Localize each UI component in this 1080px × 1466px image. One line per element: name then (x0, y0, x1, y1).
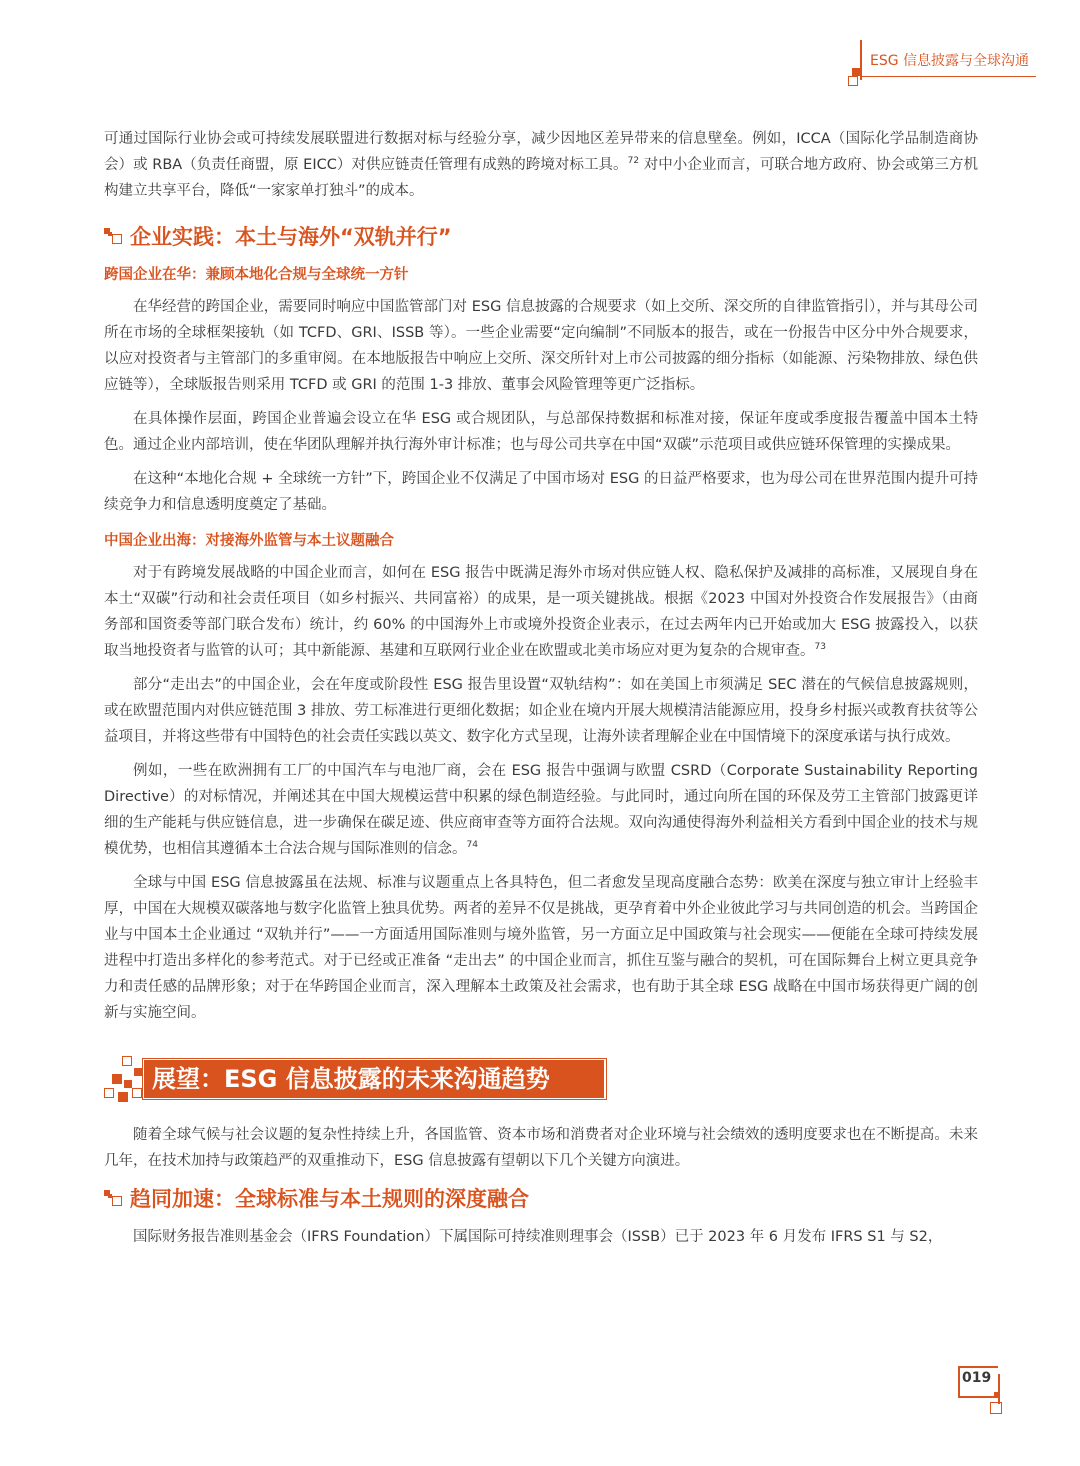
header-square-icon (852, 68, 860, 76)
intro-paragraph: 可通过国际行业协会或可持续发展联盟进行数据对标与经验分享，减少因地区差异带来的信息壁垒。例如，ICCA（国际化学品制造商协会）或 RBA（负责任商盟，原 EICC）对供应链责任管理有成熟的跨境对标工具。$^{72}$ 对中小企业而言，可联合地方政府、协会或第三方机构建立共享平台，降低“一家家单打独斗”的成本。 (104, 131, 978, 199)
paragraph: 国际财务报告准则基金会（IFRS Foundation）下属国际可持续准则理事会（ISSB）已于 2023 年 6 月发布 IFRS S1 与 S2， (133, 1229, 943, 1245)
subsection-title-mnc: 跨国企业在华：兼顾本地化合规与全球统一方针 (104, 267, 409, 283)
header-underline (860, 76, 1036, 77)
header-rule (860, 40, 862, 80)
paragraph: 全球与中国 ESG 信息披露虽在法规、标准与议题重点上各具特色，但二者愈发呈现高度融合态势：欧美在深度与独立审计上经验丰厚，中国在大规模双碳落地与数字化监管上独具优势。两者的差异不仅是挑战，更孕育着中外企业彼此学习与共同创造的机会。当跨国企业与中国本土企业通过 “双轨并行”——一方面适用国际准则与境外监管，另一方面立足中国政策与社会现实——便能在全球可持续发展进程中打造出多样化的参考范式。对于已经或正准备 “走出去” 的中国企业而言，抓住互鉴与融合的契机，可在国际舞台上树立更具竞争力和责任感的品牌形象；对于在华跨国企业而言，深入理解本土政策及社会需求，也有助于其全球 ESG 战略在中国市场获得更广阔的创新与实施空间。 (104, 875, 978, 1021)
paragraph: 在华经营的跨国企业，需要同时响应中国监管部门对 ESG 信息披露的合规要求（如上交所、深交所的自律监管指引），并与其母公司所在市场的全球框架接轨（如 TCFD、GRI、ISSB 等）。一些企业需要“定向编制”不同版本的报告，或在一份报告中区分中外合规要求，以应对投资者与主管部门的多重审阅。在本地版报告中响应上交所、深交所针对上市公司披露的细分指标（如能源、污染物排放、绿色供应链等），全球版报告则采用 TCFD 或 GRI 的范围 1-3 排放、董事会风险管理等更广泛指标。 (104, 299, 978, 393)
section-bullet-icon (104, 1188, 124, 1208)
running-header (848, 40, 1048, 90)
section-title: 企业实践：本土与海外“双轨并行” (130, 225, 452, 249)
page-number-rule (958, 1396, 998, 1398)
section-heading-convergence (104, 1180, 978, 1216)
page-square-icon (994, 1392, 1000, 1398)
section-title: 趋同加速：全球标准与本土规则的深度融合 (130, 1187, 529, 1211)
footnote-ref-74: 74 (466, 840, 478, 851)
paragraph: 随着全球气候与社会议题的复杂性持续上升，各国监管、资本市场和消费者对企业环境与社会绩效的透明度要求也在不断提高。未来几年，在技术加持与政策趋严的双重推动下，ESG 信息披露有望朝以下几个关键方向演进。 (104, 1127, 978, 1169)
outlook-heading (104, 1056, 978, 1104)
section-heading-practice (104, 218, 978, 254)
footnote-ref-73: 73 (814, 642, 826, 653)
footnote-ref-72: 72 (627, 156, 640, 167)
paragraph: 在具体操作层面，跨国企业普遍会设立在华 ESG 或合规团队，与总部保持数据和标准对接，保证年度或季度报告覆盖中国本土特色。通过企业内部培训，使在华团队理解并执行海外审计标准；也与母公司共享在中国“双碳”示范项目或供应链环保管理的实操成果。 (104, 411, 978, 453)
page-number-block (958, 1366, 1018, 1426)
running-title: ESG 信息披露与全球沟通 (870, 53, 1030, 69)
pixel-deco-icon (104, 1056, 144, 1104)
paragraph: 例如，一些在欧洲拥有工厂的中国汽车与电池厂商，会在 ESG 报告中强调与欧盟 CSRD（Corporate Sustainability Reporting Directive）的对标情况，并阐述其在中国大规模运营中积累的绿色制造经验。与此同时，通过向所在国的环保及劳工主管部门披露更详细的生产能耗与供应链信息，进一步确保在碳足迹、供应商审查等方面符合法规。双向沟通使得海外利益相关方看到中国企业的技术与规模优势，也相信其遵循本土合法合规与国际准则的信念。$^{74}$ (104, 763, 978, 857)
paragraph: 部分“走出去”的中国企业，会在年度或阶段性 ESG 报告里设置“双轨结构”：如在美国上市须满足 SEC 潜在的气候信息披露规则，或在欧盟范围内对供应链范围 3 排放、劳工标准进行更细化数据；如企业在境内开展大规模清洁能源应用，投身乡村振兴或教育扶贫等公益项目，并将这些带有中国特色的社会责任实践以英文、数字化方式呈现，让海外读者理解企业在中国情境下的深度承诺与执行成效。 (104, 677, 978, 745)
page-outline-square-icon (990, 1402, 1002, 1414)
page-number: 019 (962, 1370, 992, 1386)
paragraph: 对于有跨境发展战略的中国企业而言，如何在 ESG 报告中既满足海外市场对供应链人权、隐私保护及减排的高标准，又展现自身在本土“双碳”行动和社会责任项目（如乡村振兴、共同富裕）的成果，是一项关键挑战。根据《2023 中国对外投资合作发展报告》（由商务部和国资委等部门联合发布）统计，约 60% 的中国海外上市或境外投资企业表示，在过去两年内已开始或加大 ESG 披露投入，以获取当地投资者与监管的认可；其中新能源、基建和互联网行业企业在欧盟或北美市场应对更为复杂的合规审查。$^{73}$ (104, 565, 978, 659)
outlook-title: 展望：ESG 信息披露的未来沟通趋势 (152, 1065, 550, 1093)
page-content (104, 126, 978, 1250)
header-outline-square-icon (848, 76, 858, 86)
page-number-vrule (998, 1374, 1000, 1404)
section-bullet-icon (104, 226, 124, 246)
subsection-title-going-global: 中国企业出海：对接海外监管与本土议题融合 (104, 533, 394, 549)
paragraph: 在这种“本地化合规 + 全球统一方针”下，跨国企业不仅满足了中国市场对 ESG 的日益严格要求，也为母公司在世界范围内提升可持续竞争力和信息透明度奠定了基础。 (104, 471, 978, 513)
